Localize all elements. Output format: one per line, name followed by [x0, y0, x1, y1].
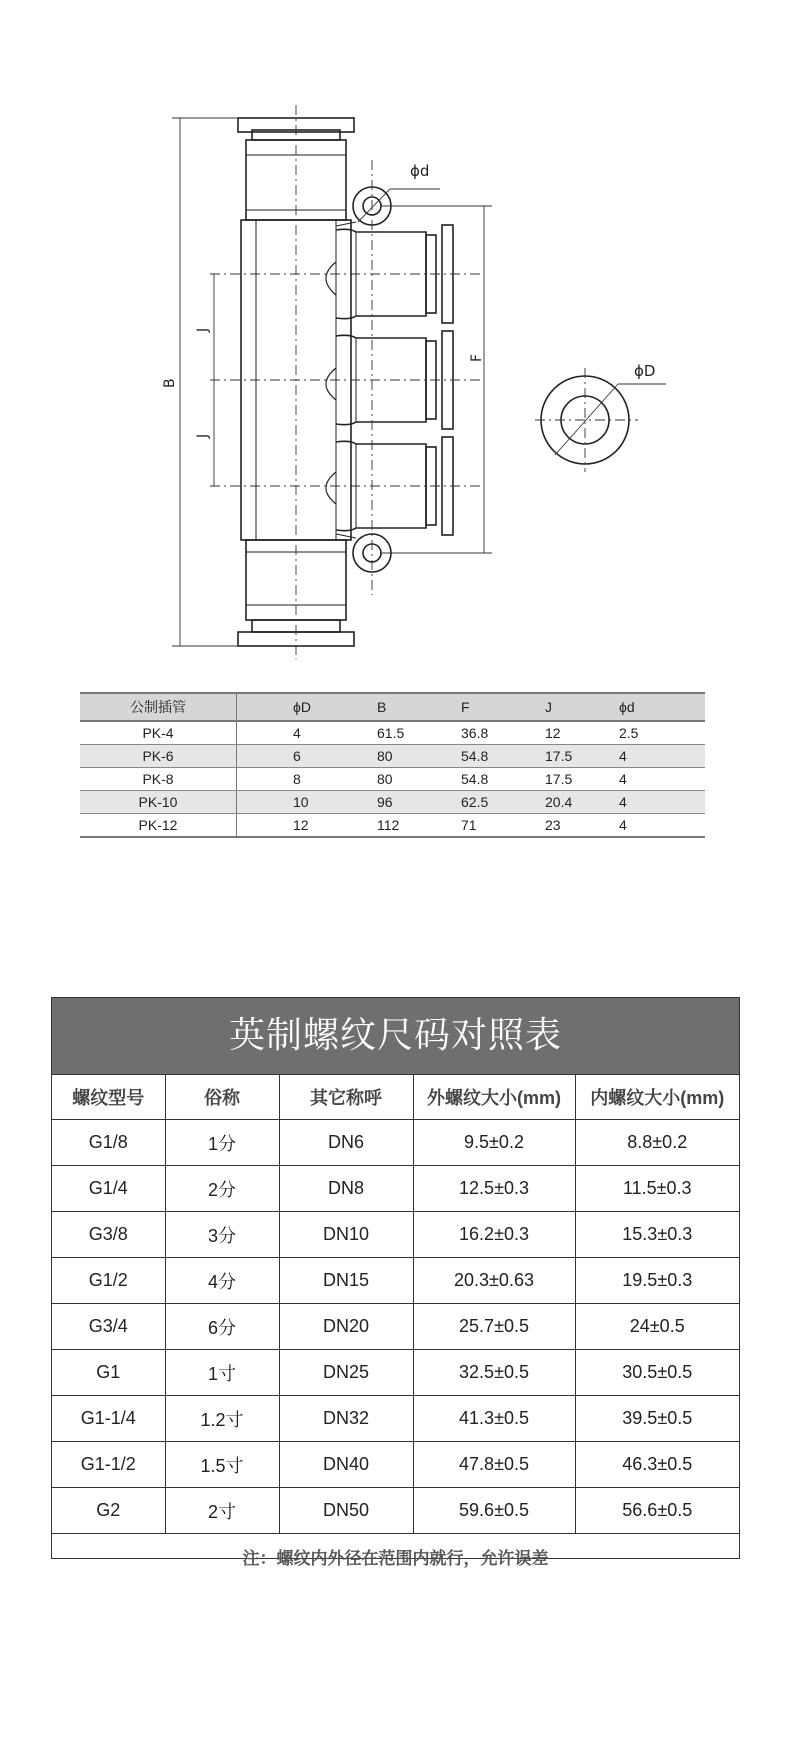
pk-cell: 17.5: [541, 768, 615, 791]
pk-model-cell: PK-8: [80, 768, 237, 791]
pk-cell: 8: [237, 768, 374, 791]
thread-header-cell: 螺纹型号: [52, 1075, 165, 1120]
pk-cell: 62.5: [457, 791, 541, 814]
pk-header-cell: J: [541, 693, 615, 721]
pk-cell: 61.5: [373, 721, 457, 745]
table-row: [52, 1396, 739, 1442]
table-row: [80, 745, 705, 768]
thread-cell: G2: [52, 1488, 165, 1534]
thread-header-cell: 外螺纹大小(mm): [413, 1075, 575, 1120]
pk-header-cell: ϕd: [615, 693, 705, 721]
thread-cell: G3/4: [52, 1304, 165, 1350]
thread-cell: 9.5±0.2: [413, 1120, 575, 1166]
thread-cell: G1/2: [52, 1258, 165, 1304]
thread-cell: G3/8: [52, 1212, 165, 1258]
pk-header-cell: ϕD: [237, 693, 374, 721]
thread-cell: DN6: [279, 1120, 413, 1166]
pk-cell: 4: [615, 814, 705, 838]
table-row: [80, 768, 705, 791]
thread-cell: 12.5±0.3: [413, 1166, 575, 1212]
pk-cell: 4: [615, 791, 705, 814]
pk-cell: 54.8: [457, 745, 541, 768]
thread-cell: G1-1/4: [52, 1396, 165, 1442]
thread-cell: G1/8: [52, 1120, 165, 1166]
pk-cell: 2.5: [615, 721, 705, 745]
label-large-diameter: ϕD: [634, 362, 656, 380]
pk-cell: 20.4: [541, 791, 615, 814]
pk-cell: 36.8: [457, 721, 541, 745]
thread-header-row: [52, 1075, 739, 1120]
thread-cell: 11.5±0.3: [575, 1166, 739, 1212]
thread-cell: 6分: [165, 1304, 279, 1350]
table-row: [80, 721, 705, 745]
pk-cell: 54.8: [457, 768, 541, 791]
pk-header-cell: B: [373, 693, 457, 721]
thread-note: 注：螺纹内外径在范围内就行，允许误差: [52, 1534, 739, 1579]
thread-cell: DN20: [279, 1304, 413, 1350]
label-spacing-upper: J: [195, 327, 211, 332]
thread-cell: 1分: [165, 1120, 279, 1166]
thread-cell: 4分: [165, 1258, 279, 1304]
pk-cell: 10: [237, 791, 374, 814]
thread-cell: DN8: [279, 1166, 413, 1212]
thread-cell: 2分: [165, 1166, 279, 1212]
thread-cell: DN50: [279, 1488, 413, 1534]
table-row: [52, 1304, 739, 1350]
pk-header-row: [80, 693, 705, 721]
pk-header-cell: 公制插管: [80, 693, 237, 721]
pk-cell: 4: [615, 745, 705, 768]
thread-cell: DN10: [279, 1212, 413, 1258]
pk-cell: 80: [373, 745, 457, 768]
thread-cell: 16.2±0.3: [413, 1212, 575, 1258]
thread-cell: 41.3±0.5: [413, 1396, 575, 1442]
thread-cell: DN15: [279, 1258, 413, 1304]
thread-note-row: [52, 1534, 739, 1579]
pk-cell: 12: [541, 721, 615, 745]
pk-cell: 4: [615, 768, 705, 791]
table-row: [52, 1212, 739, 1258]
table-row: [52, 1488, 739, 1534]
table-row: [80, 791, 705, 814]
table-row: [52, 1350, 739, 1396]
pk-cell: 12: [237, 814, 374, 838]
thread-cell: 2寸: [165, 1488, 279, 1534]
pk-cell: 71: [457, 814, 541, 838]
thread-cell: DN40: [279, 1442, 413, 1488]
thread-cell: DN32: [279, 1396, 413, 1442]
table-row: [52, 1120, 739, 1166]
thread-cell: 32.5±0.5: [413, 1350, 575, 1396]
thread-header-cell: 内螺纹大小(mm): [575, 1075, 739, 1120]
pk-model-cell: PK-10: [80, 791, 237, 814]
thread-cell: G1: [52, 1350, 165, 1396]
thread-cell: 39.5±0.5: [575, 1396, 739, 1442]
thread-cell: 47.8±0.5: [413, 1442, 575, 1488]
thread-cell: 59.6±0.5: [413, 1488, 575, 1534]
label-small-diameter: ϕd: [410, 162, 430, 180]
thread-cell: 3分: [165, 1212, 279, 1258]
label-spacing-lower: J: [195, 433, 211, 438]
table-row: [52, 1442, 739, 1488]
pk-model-cell: PK-4: [80, 721, 237, 745]
thread-table-title: 英制螺纹尺码对照表: [52, 998, 739, 1075]
thread-size-table: [51, 997, 740, 1568]
thread-cell: 1.2寸: [165, 1396, 279, 1442]
table-row: [52, 1166, 739, 1212]
pk-cell: 6: [237, 745, 374, 768]
pk-header-cell: F: [457, 693, 541, 721]
table-row: [52, 1258, 739, 1304]
pk-cell: 4: [237, 721, 374, 745]
label-overall-length: B: [162, 378, 178, 388]
thread-cell: G1/4: [52, 1166, 165, 1212]
thread-cell: DN25: [279, 1350, 413, 1396]
pk-model-cell: PK-6: [80, 745, 237, 768]
table-row: [80, 814, 705, 838]
thread-cell: G1-1/2: [52, 1442, 165, 1488]
pk-cell: 96: [373, 791, 457, 814]
pk-dimension-table: [80, 692, 705, 838]
thread-cell: 15.3±0.3: [575, 1212, 739, 1258]
technical-drawing: [0, 0, 790, 680]
thread-header-cell: 俗称: [165, 1075, 279, 1120]
pk-cell: 80: [373, 768, 457, 791]
pk-cell: 112: [373, 814, 457, 838]
thread-cell: 46.3±0.5: [575, 1442, 739, 1488]
thread-cell: 30.5±0.5: [575, 1350, 739, 1396]
pk-cell: 23: [541, 814, 615, 838]
pk-cell: 17.5: [541, 745, 615, 768]
thread-cell: 56.6±0.5: [575, 1488, 739, 1534]
thread-cell: 19.5±0.3: [575, 1258, 739, 1304]
thread-cell: 20.3±0.63: [413, 1258, 575, 1304]
thread-cell: 24±0.5: [575, 1304, 739, 1350]
thread-header-cell: 其它称呼: [279, 1075, 413, 1120]
thread-cell: 1.5寸: [165, 1442, 279, 1488]
thread-cell: 25.7±0.5: [413, 1304, 575, 1350]
pk-model-cell: PK-12: [80, 814, 237, 838]
thread-cell: 1寸: [165, 1350, 279, 1396]
thread-cell: 8.8±0.2: [575, 1120, 739, 1166]
label-port-span: F: [469, 353, 485, 362]
